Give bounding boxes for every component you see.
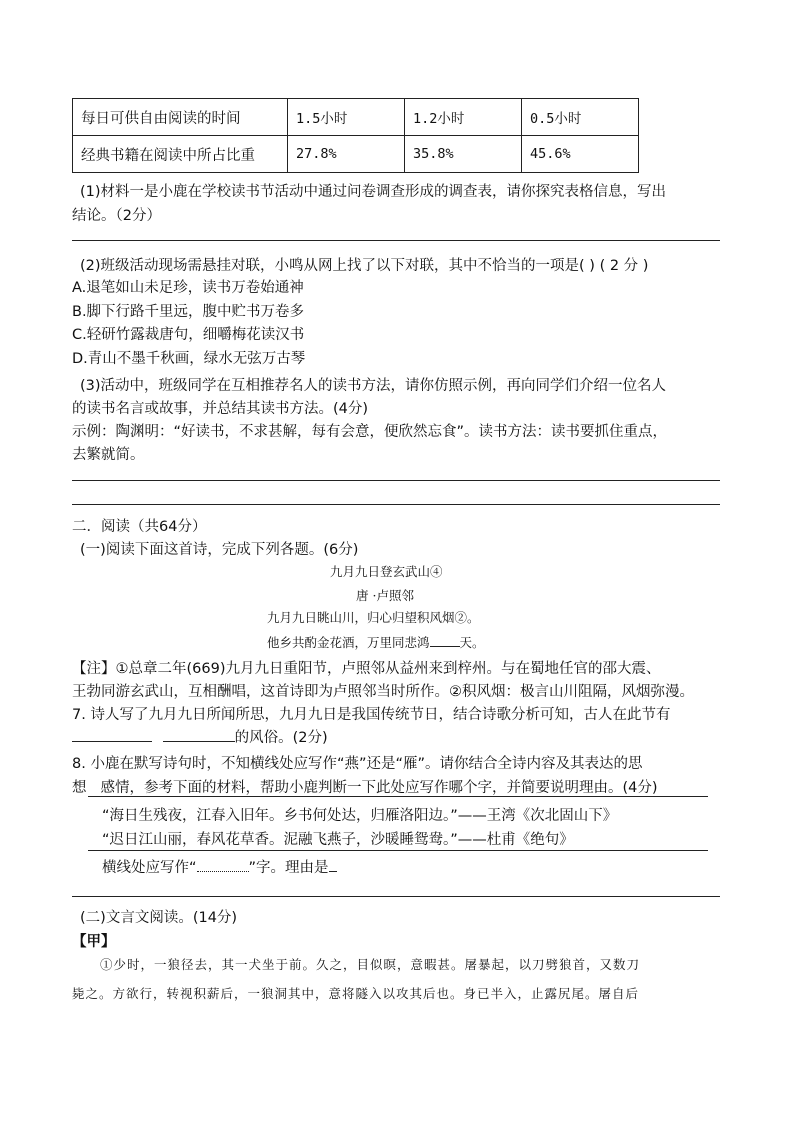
poem-line: [267, 632, 485, 651]
poem-line-text: 他乡共酌金花酒，万里同悲鸿: [267, 635, 430, 650]
q8-text-b: 感情，参考下面的材料，帮助小鹿判断一下此处应写作哪个字，并简要说明理由。(4分): [100, 780, 658, 796]
table-cell: 经典书籍在阅读中所占比重: [73, 136, 288, 173]
quote-line: “迟日江山丽，春风花草香。泥融飞燕子，沙暖睡鸳鸯。”——杜甫《绝句》: [102, 832, 574, 848]
q7-line2: [72, 726, 328, 747]
answer-prefix: 横线处应写作“: [102, 860, 197, 876]
table-cell: 45.6%: [522, 136, 639, 173]
poem-line-text: 天。: [459, 635, 485, 650]
table-row: [73, 99, 639, 136]
answer-line[interactable]: [72, 240, 720, 241]
answer-line[interactable]: [72, 480, 720, 481]
answer-line[interactable]: [72, 896, 720, 897]
poem-line: 九月九日眺山川，归心归望积风烟②。: [267, 610, 480, 625]
answer-blank[interactable]: [197, 857, 249, 872]
note-text: 【注】①总章二年(669)九月九日重阳节，卢照邻从益州来到梓州。与在蜀地任官的邵大震、: [72, 661, 661, 677]
q7-text: 7. 诗人写了九月九日所闻所思，九月九日是我国传统节日，结合诗歌分析可知，古人在此节有: [72, 707, 671, 723]
q8-text: [72, 776, 658, 797]
q2-option: D.青山不墨千秋画，绿水无弦万古琴: [72, 351, 306, 367]
underline: [88, 796, 708, 797]
q1-text: 结论。（2分）: [72, 208, 161, 224]
table-cell: 35.8%: [405, 136, 522, 173]
table-cell: 1.5小时: [288, 99, 405, 136]
reason-blank[interactable]: [329, 857, 337, 872]
passage-label: 【甲】: [72, 934, 116, 950]
q2-option: A.退笔如山未足珍，读书万卷始通神: [72, 280, 304, 296]
passage-line: ①少时，一狼径去，其一犬坐于前。久之，目似暝，意暇甚。屠暴起，以刀劈狼首，又数刀: [100, 957, 641, 972]
answer-line[interactable]: [72, 504, 720, 505]
q3-example: 去繁就简。: [72, 447, 145, 463]
poem-author: 唐 ·卢照邻: [356, 588, 414, 603]
q8-text-a: 想: [72, 780, 87, 796]
q2-stem: (2)班级活动现场需悬挂对联，小鸣从网上找了以下对联，其中不恰当的一项是( ) ( 2 分 ): [80, 258, 649, 274]
table-cell: 27.8%: [288, 136, 405, 173]
poem-blank[interactable]: [430, 632, 460, 647]
q2-option: C.轻研竹露裁唐句，细嚼梅花读汉书: [72, 327, 305, 343]
underline: [88, 850, 708, 851]
table-cell: 1.2小时: [405, 99, 522, 136]
q2-option: B.脚下行路千里远，腹中贮书万卷多: [72, 304, 305, 320]
q7-blank[interactable]: [72, 727, 152, 742]
table-cell: 每日可供自由阅读的时间: [73, 99, 288, 136]
section-title: 二．阅读（共64分）: [72, 519, 207, 535]
q7-blank[interactable]: [163, 727, 235, 742]
table-cell: 0.5小时: [522, 99, 639, 136]
note-text: 王勃同游玄武山，互相酬唱，这首诗即为卢照邻当时所作。②积风烟：极言山川阻隔，风烟弥漫。: [72, 684, 694, 700]
survey-table: [72, 98, 639, 173]
table-row: [73, 136, 639, 173]
q3-text: 的读书名言或故事，并总结其读书方法。(4分): [72, 401, 369, 417]
quote-line: “海日生残夜，江春入旧年。乡书何处达，归雁洛阳边。”——王湾《次北固山下》: [102, 808, 618, 824]
part-title: (一)阅读下面这首诗，完成下列各题。(6分): [80, 542, 359, 558]
q7-text: 的风俗。(2分): [234, 730, 328, 746]
q1-text: (1)材料一是小鹿在学校读书节活动中通过问卷调查形成的调查表，请你探究表格信息，写出: [80, 184, 667, 200]
poem-title: 九月九日登玄武山④: [330, 564, 443, 579]
q8-answer: [102, 856, 337, 877]
q3-example: 示例：陶渊明：“好读书，不求甚解，每有会意，便欣然忘食”。读书方法：读书要抓住重点，: [72, 424, 668, 440]
q8-text: 8. 小鹿在默写诗句时，不知横线处应写作“燕”还是“雁”。请你结合全诗内容及其表达的思: [72, 756, 643, 772]
q3-text: (3)活动中，班级同学在互相推荐名人的读书方法，请你仿照示例，再向同学们介绍一位名人: [80, 378, 667, 394]
part-title: (二)文言文阅读。(14分): [80, 910, 238, 926]
answer-suffix: ”字。理由是: [248, 860, 329, 876]
passage-line: 毙之。方欲行，转视积薪后，一狼洞其中，意将隧入以攻其后也。身已半入，止露尻尾。屠自后: [72, 986, 640, 1001]
